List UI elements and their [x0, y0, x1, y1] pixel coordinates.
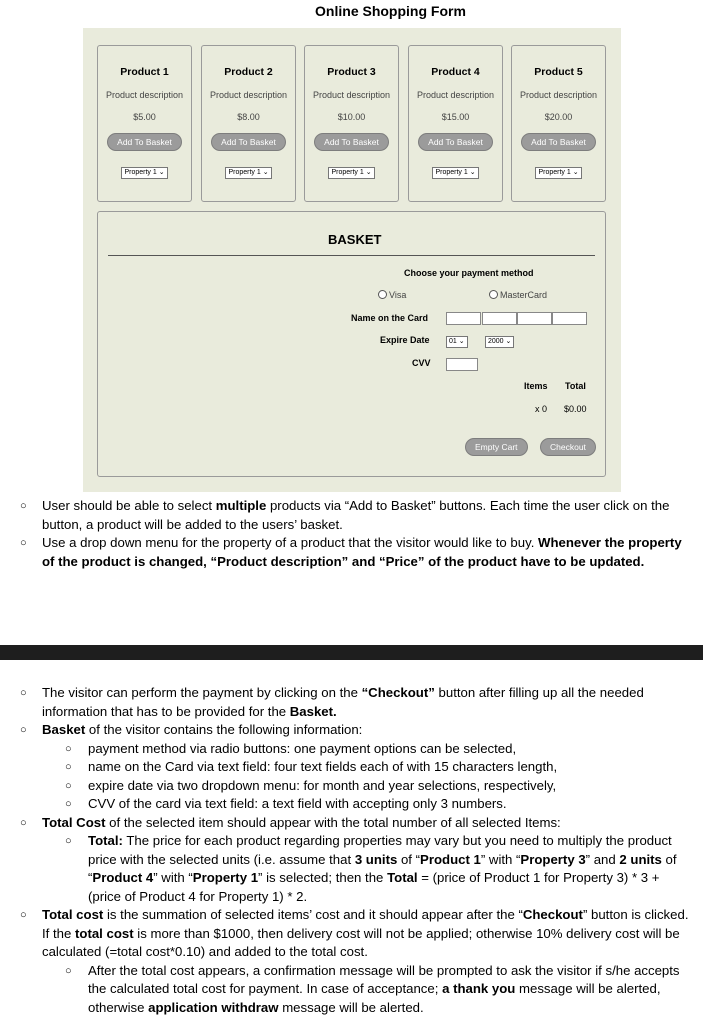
bold-text: 3 units — [354, 851, 398, 867]
property-value: Property 1 — [331, 169, 364, 176]
product-price: $10.00 — [337, 112, 366, 122]
add-to-basket-button[interactable]: Add To Basket — [107, 133, 182, 151]
bold-text: Property 3 — [520, 851, 586, 867]
bold-text: Checkout — [522, 907, 583, 922]
text: ” with “ — [153, 870, 193, 885]
bold-text: Product 1 — [420, 851, 481, 867]
text: is the summation of selected items’ cost and it should appear after the “ — [103, 907, 523, 922]
bold-text: Total cost — [42, 907, 104, 922]
add-to-basket-button[interactable]: Add To Basket — [211, 133, 286, 151]
text: User should be able to select — [42, 498, 216, 513]
bold-text: total cost — [75, 925, 134, 941]
text: The visitor can perform the payment by clicking on the — [42, 685, 362, 700]
cvv-input[interactable] — [446, 358, 478, 371]
product-price: $20.00 — [544, 112, 573, 122]
checkout-button[interactable]: Checkout — [540, 438, 596, 456]
card-name-field-1[interactable] — [446, 312, 481, 325]
text: button after filling up all the needed information that has to be provided for the — [42, 685, 644, 719]
text: CVV of the card via text field: a text field with accepting only 3 numbers. — [88, 796, 507, 811]
sub-list-item — [0, 962, 703, 1018]
property-select[interactable] — [328, 167, 374, 179]
product-price: $8.00 — [237, 112, 260, 122]
chevron-down-icon: ⌄ — [458, 338, 465, 345]
product-card — [408, 45, 503, 202]
text: message will be alerted, otherwise — [88, 981, 661, 1015]
bullet-icon: ○ — [20, 687, 27, 699]
list-item — [0, 906, 703, 962]
text: of “ — [397, 851, 421, 867]
property-value: Property 1 — [435, 169, 468, 176]
sub-list-item — [0, 795, 703, 814]
empty-cart-button[interactable]: Empty Cart — [465, 438, 528, 456]
requirements-part-1 — [0, 497, 703, 571]
mastercard-label: MasterCard — [500, 290, 548, 300]
list-item — [0, 721, 703, 740]
bold-text: Basket. — [289, 703, 337, 719]
bullet-icon: ○ — [65, 798, 72, 810]
chevron-down-icon: ⌄ — [505, 338, 512, 345]
add-to-basket-button[interactable]: Add To Basket — [314, 133, 389, 151]
name-on-card-label: Name on the Card — [351, 313, 429, 323]
cvv-label: CVV — [412, 358, 431, 368]
bullet-icon: ○ — [65, 964, 72, 977]
expire-date-label: Expire Date — [380, 335, 430, 345]
bullet-icon: ○ — [65, 779, 72, 792]
text: After the total cost appears, a confirmation message will be prompted to ask the visitor if s/he accepts the calculated total cost for payment. In case of acceptance; — [88, 962, 680, 996]
product-name: Product 5 — [534, 66, 583, 78]
payment-method-label: Choose your payment method — [404, 268, 534, 278]
property-select[interactable] — [225, 167, 271, 179]
property-value: Property 1 — [228, 169, 261, 176]
sub-list-item — [0, 740, 703, 759]
mastercard-radio-option[interactable] — [489, 290, 547, 300]
text: ” and — [585, 851, 620, 867]
basket-panel — [97, 211, 606, 477]
product-price: $15.00 — [441, 112, 470, 122]
chevron-down-icon: ⌄ — [572, 169, 579, 176]
product-description: Product description — [209, 90, 288, 100]
product-name: Product 4 — [431, 66, 480, 78]
text: The price for each product regarding properties may vary but you need to multiply the product price with the selected units (i.e. assume that — [88, 833, 672, 867]
property-select[interactable] — [432, 167, 478, 179]
list-item — [0, 534, 703, 571]
text: message will be alerted. — [278, 999, 424, 1015]
total-value: $0.00 — [564, 404, 587, 414]
chevron-down-icon: ⌄ — [469, 169, 476, 176]
card-name-field-3[interactable] — [517, 312, 552, 325]
year-value: 2000 — [488, 338, 504, 345]
bold-text: Total — [387, 870, 418, 885]
items-count: x 0 — [535, 404, 548, 414]
text: of the selected item should appear with the total number of all selected Items: — [105, 814, 561, 830]
requirements-part-2 — [0, 684, 703, 1017]
text: ” is selected; then the — [258, 870, 388, 885]
text: ” with “ — [480, 851, 521, 867]
bold-text: Basket — [42, 722, 86, 737]
bullet-icon: ○ — [65, 835, 72, 847]
visa-radio-option[interactable] — [378, 290, 406, 300]
bold-text: Total Cost — [42, 814, 106, 830]
product-name: Product 1 — [120, 66, 169, 78]
basket-title: BASKET — [328, 232, 382, 247]
card-name-field-4[interactable] — [552, 312, 587, 325]
property-value: Property 1 — [124, 169, 157, 176]
bold-text: Product 4 — [92, 870, 154, 885]
product-card — [304, 45, 399, 202]
visa-label: Visa — [389, 290, 407, 300]
bold-text: a thank you — [442, 981, 516, 996]
product-description: Product description — [105, 90, 184, 100]
text: of the visitor contains the following information: — [85, 722, 363, 737]
sub-list-item — [0, 832, 703, 906]
sub-list-item — [0, 777, 703, 796]
shopping-form — [83, 28, 621, 492]
expire-year-select[interactable] — [485, 336, 514, 348]
product-name: Product 2 — [224, 66, 273, 78]
text: payment method via radio buttons: one payment options can be selected, — [88, 740, 517, 756]
mastercard-radio[interactable] — [489, 290, 498, 299]
expire-month-select[interactable] — [446, 336, 468, 348]
bold-text: multiple — [215, 498, 267, 513]
bullet-icon: ○ — [20, 724, 27, 736]
chevron-down-icon: ⌄ — [158, 169, 165, 176]
text: of “ — [88, 851, 677, 885]
card-name-field-2[interactable] — [482, 312, 517, 325]
sub-list-item — [0, 758, 703, 777]
text: is more than $1000, then delivery cost will not be applied; otherwise 10% delivery cost will be calculated (=total cost*0.10) and added to the total cost. — [42, 925, 680, 959]
text: = (price of Product 1 for Property 3) * 3 + (price of Product 4 for Property 1) * 2. — [88, 870, 660, 904]
total-header: Total — [565, 381, 586, 391]
bold-text: 2 units — [619, 851, 662, 867]
product-description: Product description — [416, 90, 495, 100]
bullet-icon: ○ — [20, 909, 27, 921]
property-select[interactable] — [121, 167, 167, 179]
bold-text: application withdraw — [148, 999, 279, 1015]
bullet-icon: ○ — [65, 742, 72, 755]
items-header: Items — [524, 381, 548, 391]
product-price: $5.00 — [133, 112, 156, 122]
page-separator — [0, 645, 703, 660]
month-value: 01 — [449, 338, 457, 345]
divider — [108, 255, 595, 256]
list-item — [0, 814, 703, 833]
bullet-icon: ○ — [20, 500, 27, 512]
chevron-down-icon: ⌄ — [262, 169, 269, 176]
product-description: Product description — [312, 90, 391, 100]
add-to-basket-button[interactable]: Add To Basket — [418, 133, 493, 151]
page-title: Online Shopping Form — [315, 3, 466, 19]
product-card — [511, 45, 606, 202]
property-value: Property 1 — [538, 169, 571, 176]
list-item — [0, 684, 703, 721]
bullet-icon: ○ — [20, 537, 27, 549]
product-card — [201, 45, 296, 202]
property-select[interactable] — [535, 167, 581, 179]
text: name on the Card via text field: four text fields each of with 15 characters length, — [88, 759, 558, 774]
product-description: Product description — [519, 90, 598, 100]
bold-text: “Checkout” — [361, 685, 435, 700]
product-card — [97, 45, 192, 202]
text: products via “Add to Basket” buttons. Each time the user click on the button, a product will be added to the users’ basket. — [42, 498, 670, 532]
bold-text: Property 1 — [192, 870, 259, 885]
visa-radio[interactable] — [378, 290, 387, 299]
text: ” button is clicked. If the — [42, 907, 689, 941]
list-item — [0, 497, 703, 534]
product-name: Product 3 — [327, 66, 376, 78]
bullet-icon: ○ — [65, 761, 72, 773]
text: expire date via two dropdown menu: for month and year selections, respectively, — [88, 777, 557, 793]
bold-text: Whenever the property of the product is changed, “Product description” and “Price” of the product have to be updated. — [42, 535, 682, 569]
bold-text: Total: — [88, 833, 123, 848]
chevron-down-icon: ⌄ — [365, 169, 372, 176]
text: Use a drop down menu for the property of a product that the visitor would like to buy. — [42, 535, 539, 550]
add-to-basket-button[interactable]: Add To Basket — [521, 133, 596, 151]
bullet-icon: ○ — [20, 816, 27, 829]
